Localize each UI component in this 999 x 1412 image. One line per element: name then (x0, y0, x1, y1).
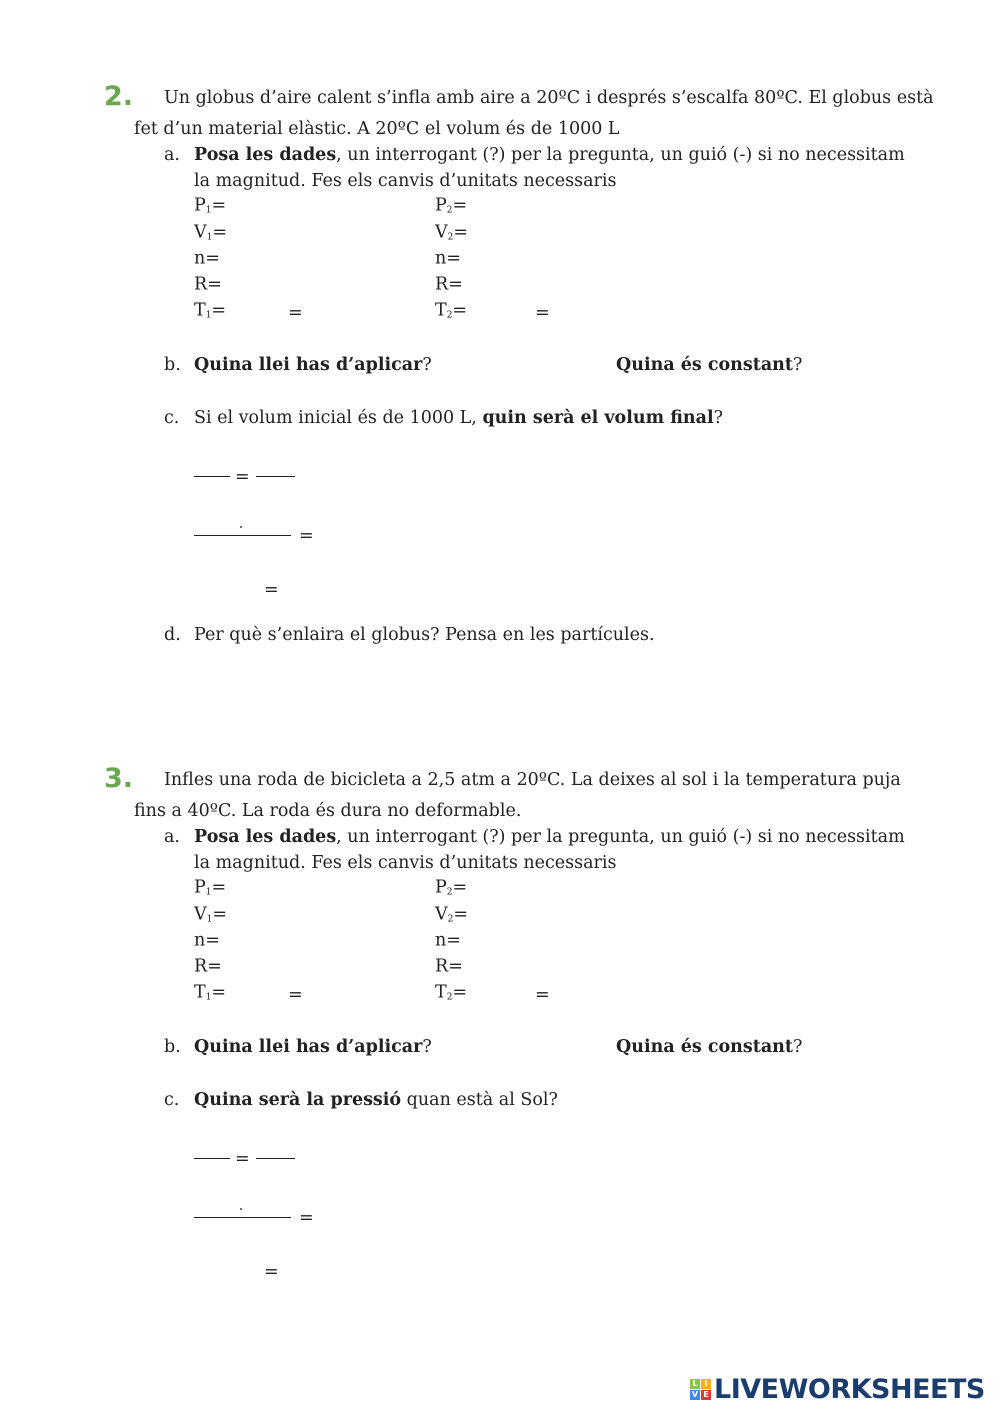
temperature-conversion-equals-right: = (535, 303, 550, 323)
equals-sign: = (452, 195, 468, 216)
var-name: V (435, 904, 448, 925)
equals-sign: = (453, 222, 469, 243)
var-name: T (435, 982, 447, 1003)
data-field-right-4[interactable] (435, 982, 467, 1009)
item-b2-bold: Quina és constant (616, 1037, 793, 1057)
item-c-post: quan està al Sol? (401, 1090, 558, 1110)
item-b-marker: b. (164, 355, 181, 375)
item-b-bold: Quina llei has d’aplicar (194, 1037, 423, 1057)
var-subscript: 2 (446, 992, 453, 1003)
var-subscript: 2 (446, 205, 453, 216)
fraction-equals: = (235, 1149, 250, 1169)
data-field-left-1[interactable] (194, 222, 227, 249)
item-d-question: Per què s’enlaira el globus? Pensa en les partícules. (194, 625, 655, 645)
var-name: R (435, 274, 449, 295)
item-a-bold: Posa les dades (194, 827, 337, 847)
item-c-question (194, 1089, 558, 1111)
question-statement-line1: Un globus d’aire calent s’infla amb aire a 20ºC i després s’escalfa 80ºC. El globus està (164, 88, 934, 108)
var-subscript: 1 (205, 205, 212, 216)
var-name: n (194, 930, 206, 951)
data-field-left-2[interactable] (194, 930, 220, 957)
item-a-rest: , un interrogant (?) per la pregunta, un guió (-) si no necessitam (336, 145, 905, 165)
data-field-left-3[interactable] (194, 956, 222, 983)
temperature-conversion-equals-left: = (288, 985, 303, 1005)
equals-sign: = (207, 956, 222, 977)
item-a-instructions-line2: la magnitud. Fes els canvis d’unitats necessaris (194, 171, 617, 191)
question-statement-line2: fins a 40ºC. La roda és dura no deformable. (134, 801, 522, 821)
var-name: V (194, 904, 207, 925)
var-name: V (194, 222, 207, 243)
fraction-blank[interactable] (256, 476, 295, 477)
item-a-instructions (194, 826, 905, 848)
fraction-blank[interactable] (194, 476, 230, 477)
var-name: R (194, 956, 208, 977)
data-field-right-0[interactable] (435, 877, 467, 904)
var-name: P (194, 195, 206, 216)
data-field-right-0[interactable] (435, 195, 467, 222)
final-equals: = (264, 580, 279, 600)
item-b2-mark: ? (792, 1037, 803, 1057)
fraction-blank-long[interactable] (194, 535, 291, 536)
var-name: P (435, 195, 447, 216)
var-subscript: 1 (205, 310, 212, 321)
data-field-right-2[interactable] (435, 248, 461, 275)
question-statement-line2: fet d’un material elàstic. A 20ºC el volum és de 1000 L (134, 119, 620, 139)
item-a-instructions-line2: la magnitud. Fes els canvis d’unitats necessaris (194, 853, 617, 873)
equals-sign: = (448, 274, 463, 295)
data-field-left-2[interactable] (194, 248, 220, 275)
var-name: V (435, 222, 448, 243)
data-field-left-3[interactable] (194, 274, 222, 301)
data-field-right-3[interactable] (435, 956, 463, 983)
final-equals: = (264, 1262, 279, 1282)
multiplication-dot (240, 526, 242, 528)
data-field-left-0[interactable] (194, 877, 226, 904)
item-b2-bold: Quina és constant (616, 355, 793, 375)
var-name: T (435, 300, 447, 321)
item-c-post: ? (713, 408, 724, 428)
equals-sign: = (211, 982, 227, 1003)
equals-sign: = (212, 904, 228, 925)
item-b-bold: Quina llei has d’aplicar (194, 355, 423, 375)
var-subscript: 1 (206, 232, 213, 243)
var-name: T (194, 300, 206, 321)
var-subscript: 1 (206, 914, 213, 925)
equals-sign: = (211, 300, 227, 321)
result-equals: = (299, 1208, 314, 1228)
equals-sign: = (211, 195, 227, 216)
item-a-marker: a. (164, 145, 180, 165)
var-subscript: 1 (205, 992, 212, 1003)
var-name: P (194, 877, 206, 898)
var-name: n (194, 248, 206, 269)
item-b-question-law[interactable] (194, 1036, 432, 1058)
var-name: n (435, 248, 447, 269)
data-field-right-3[interactable] (435, 274, 463, 301)
item-b-question-constant[interactable] (616, 354, 802, 376)
data-field-right-1[interactable] (435, 222, 468, 249)
data-field-right-1[interactable] (435, 904, 468, 931)
item-a-rest: , un interrogant (?) per la pregunta, un guió (-) si no necessitam (336, 827, 905, 847)
item-c-question (194, 407, 723, 429)
temperature-conversion-equals-left: = (288, 303, 303, 323)
item-b2-mark: ? (792, 355, 803, 375)
data-field-right-2[interactable] (435, 930, 461, 957)
equals-sign: = (205, 930, 220, 951)
item-c-bold: Quina serà la pressió (194, 1090, 402, 1110)
fraction-blank-long[interactable] (194, 1217, 291, 1218)
fraction-equals: = (235, 467, 250, 487)
result-equals: = (299, 526, 314, 546)
item-c-pre: Si el volum inicial és de 1000 L, (194, 408, 483, 428)
item-b-question-constant[interactable] (616, 1036, 802, 1058)
fraction-blank[interactable] (194, 1158, 230, 1159)
equals-sign: = (452, 877, 468, 898)
question-number: 2. (104, 80, 134, 112)
item-d-marker: d. (164, 625, 181, 645)
var-name: R (194, 274, 208, 295)
data-field-right-4[interactable] (435, 300, 467, 327)
equals-sign: = (446, 248, 461, 269)
data-field-left-4[interactable] (194, 300, 226, 327)
multiplication-dot (240, 1208, 242, 1210)
equals-sign: = (207, 274, 222, 295)
question-statement-line1: Infles una roda de bicicleta a 2,5 atm a 20ºC. La deixes al sol i la temperatura puja (164, 770, 901, 790)
data-field-left-1[interactable] (194, 904, 227, 931)
var-subscript: 2 (446, 310, 453, 321)
equals-sign: = (211, 877, 227, 898)
var-subscript: 2 (446, 887, 453, 898)
data-field-left-0[interactable] (194, 195, 226, 222)
var-name: R (435, 956, 449, 977)
question-number: 3. (104, 762, 134, 794)
var-name: P (435, 877, 447, 898)
item-a-bold: Posa les dades (194, 145, 337, 165)
equals-sign: = (446, 930, 461, 951)
item-b-question-law[interactable] (194, 354, 432, 376)
var-subscript: 2 (447, 232, 454, 243)
temperature-conversion-equals-right: = (535, 985, 550, 1005)
equals-sign: = (205, 248, 220, 269)
equals-sign: = (452, 982, 468, 1003)
item-a-marker: a. (164, 827, 180, 847)
item-b-mark: ? (422, 355, 432, 375)
liveworksheets-logo: L I V E LIVEWORKSHEETS (691, 1374, 985, 1405)
equals-sign: = (212, 222, 228, 243)
var-name: T (194, 982, 206, 1003)
var-subscript: 1 (205, 887, 212, 898)
item-b-mark: ? (422, 1037, 432, 1057)
item-b-marker: b. (164, 1037, 181, 1057)
fraction-blank[interactable] (256, 1158, 295, 1159)
logo-icon: L I V E (690, 1379, 711, 1400)
equals-sign: = (453, 904, 469, 925)
var-name: n (435, 930, 447, 951)
equals-sign: = (448, 956, 463, 977)
item-c-bold: quin serà el volum final (482, 408, 714, 428)
equals-sign: = (452, 300, 468, 321)
item-a-instructions (194, 144, 905, 166)
var-subscript: 2 (447, 914, 454, 925)
item-c-marker: c. (164, 408, 180, 428)
data-field-left-4[interactable] (194, 982, 226, 1009)
item-c-marker: c. (164, 1090, 180, 1110)
